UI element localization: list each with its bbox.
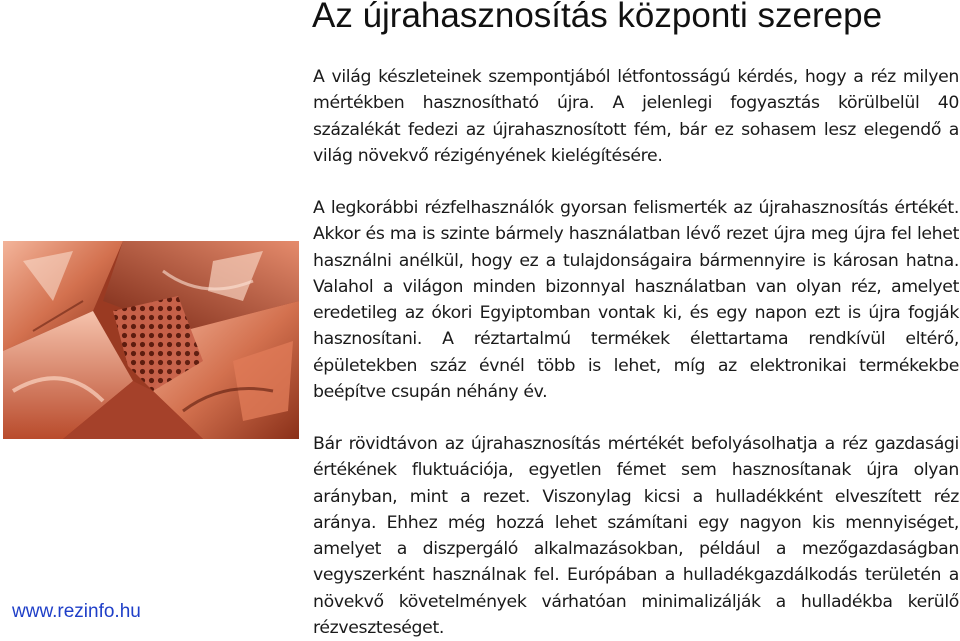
- paragraph-economic-fluctuation: Bár rövidtávon az újrahasznosítás mértékét befolyásolhatja a réz gazdasági értékének fluktuációja, egyetlen fémet sem hasznosítanak újra olyan arányban, mint a rezet. Viszonylag kicsi a hulladékként elveszített réz aránya. Ehhez még hozzá lehet számítani egy nagyon kis mennyiséget, amelyet a diszpergáló alkalmazásokban, például a mezőgazdaságban vegyszerként használnak fel. Európában a hulladékgazdálkodás területén a növekvő követelmények várhatóan minimalizálják a hulladékba kerülő rézveszteséget.: [313, 434, 959, 639]
- copper-scrap-photo: [3, 241, 299, 439]
- page-title: Az újrahasznosítás központi szerepe: [312, 0, 883, 35]
- paragraph-recycling-share: A világ készleteinek szempontjából létfontosságú kérdés, hogy a réz milyen mértékben hasznosítható újra. A jelenlegi fogyasztás körülbelül 40 százalékát fedezi az újrahasznosított fém, bár ez sohasem lesz elegendő a világ növekvő rézigényének kielégítésére.: [313, 67, 959, 166]
- paragraph-early-users: A legkorábbi rézfelhasználók gyorsan felismerték az újrahasznosítás értékét. Akkor és ma is szinte bármely használatban lévő rezet újra meg újra fel lehet használni anélkül, hogy ez a tulajdonságaira bármennyire is károsan hatna. Valahol a világon minden bizonnyal használatban van olyan réz, amelyet eredetileg az ókori Egyiptomban vontak ki, és egy napon ezt is újra fogják hasznosítani. A réztartalmú termékek élettartama rendkívül eltérő, épületekben száz évnél több is lehet, míg az elektronikai termékekbe beépítve csupán néhány év.: [313, 198, 959, 403]
- copper-scrap-image: [3, 241, 299, 439]
- rezinfo-link[interactable]: www.rezinfo.hu: [12, 601, 141, 622]
